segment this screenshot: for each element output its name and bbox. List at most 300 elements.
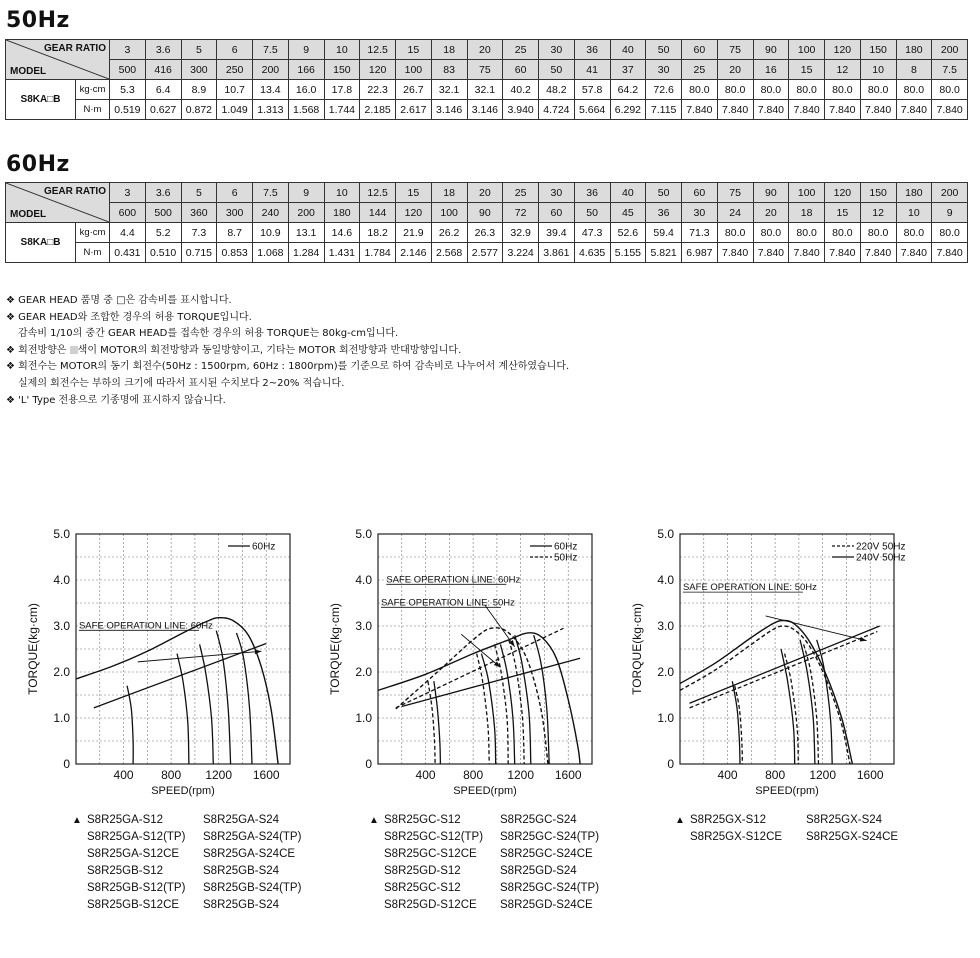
cell-rpm: 12 (825, 60, 861, 80)
cell-kgcm: 16.0 (288, 80, 324, 100)
cell-gear-ratio: 12.5 (360, 183, 396, 203)
cell-kgcm: 10.9 (253, 223, 289, 243)
cell-kgcm: 32.1 (431, 80, 467, 100)
note-bullet: ❖ (6, 394, 15, 406)
cell-kgcm: 13.4 (253, 80, 289, 100)
model-name-cell: S8KA□B (6, 223, 76, 263)
note-text: 색이 MOTOR의 회전방향과 동일방향이고, 기타는 MOTOR 회전방향과 반대방향입니다. (77, 344, 462, 356)
x-tick-label: 1600 (252, 768, 280, 782)
cell-nm: 7.840 (753, 100, 789, 120)
cell-gear-ratio: 60 (682, 183, 718, 203)
model-name: S8R25GD-S12 (384, 865, 461, 877)
model-name: S8R25GX-S24 (806, 814, 883, 826)
cell-rpm: 20 (717, 60, 753, 80)
cell-gear-ratio: 90 (753, 183, 789, 203)
cell-gear-ratio: 120 (825, 40, 861, 60)
cell-rpm: 20 (753, 203, 789, 223)
gear-ratio-label: GEAR RATIO (43, 186, 106, 197)
model-name: S8R25GX-S12 (690, 814, 767, 826)
cell-rpm: 50 (539, 60, 575, 80)
cell-rpm: 12 (860, 203, 896, 223)
cell-gear-ratio: 12.5 (360, 40, 396, 60)
cell-gear-ratio: 200 (932, 183, 968, 203)
kgcm-row (6, 223, 968, 243)
section-title-50hz: 50Hz (6, 8, 70, 33)
kgcm-row (6, 80, 968, 100)
x-tick-label: 800 (765, 768, 786, 782)
cell-rpm: 120 (396, 203, 432, 223)
cell-kgcm: 8.7 (217, 223, 253, 243)
model-name: S8R25GD-S24 (500, 865, 577, 877)
cell-gear-ratio: 9 (288, 40, 324, 60)
cell-gear-ratio: 10 (324, 40, 360, 60)
model-name: S8R25GX-S24CE (806, 831, 899, 843)
y-tick-label: 0 (365, 757, 372, 771)
cell-kgcm: 80.0 (860, 223, 896, 243)
x-axis-label: SPEED(rpm) (755, 785, 819, 797)
arrow-head (860, 637, 867, 642)
cell-kgcm: 14.6 (324, 223, 360, 243)
cell-nm: 3.224 (503, 243, 539, 263)
cell-gear-ratio: 60 (682, 40, 718, 60)
grid (680, 534, 894, 764)
annotation-label: SAFE OPERATION LINE: 60Hz (386, 574, 521, 586)
load-curve (177, 654, 189, 764)
legend-label: 240V 50Hz (856, 552, 906, 564)
cell-nm: 0.627 (145, 100, 181, 120)
x-tick-label: 800 (463, 768, 484, 782)
note-bullet: ❖ (6, 361, 15, 373)
model-name: S8R25GC-S24CE (500, 848, 593, 860)
note-text: 회전방향은 (18, 344, 67, 356)
triangle-marker-icon: ▲ (369, 815, 379, 826)
cell-rpm: 8 (896, 60, 932, 80)
cell-nm: 1.049 (217, 100, 253, 120)
cell-kgcm: 17.8 (324, 80, 360, 100)
cell-gear-ratio: 9 (288, 183, 324, 203)
cell-rpm: 15 (789, 60, 825, 80)
note-line: 실제의 회전수는 부하의 크기에 따라서 표시된 수치보다 2~20% 적습니다. (18, 377, 345, 389)
arrow-head (255, 649, 262, 654)
y-axis-label: TORQUE(kg·cm) (328, 603, 342, 695)
y-tick-label: 3.0 (657, 619, 674, 633)
model-name: S8R25GA-S24CE (203, 848, 296, 860)
cell-gear-ratio: 18 (431, 183, 467, 203)
cell-nm: 7.840 (825, 243, 861, 263)
cell-kgcm: 26.2 (431, 223, 467, 243)
cell-nm: 1.068 (253, 243, 289, 263)
cell-rpm: 300 (217, 203, 253, 223)
cell-gear-ratio: 36 (574, 40, 610, 60)
cell-gear-ratio: 20 (467, 183, 503, 203)
cell-kgcm: 80.0 (717, 80, 753, 100)
cell-gear-ratio: 200 (932, 40, 968, 60)
x-tick-label: 800 (161, 768, 182, 782)
cell-rpm: 240 (253, 203, 289, 223)
y-tick-label: 5.0 (355, 527, 372, 541)
cell-nm: 5.155 (610, 243, 646, 263)
cell-gear-ratio: 50 (646, 183, 682, 203)
cell-rpm: 416 (145, 60, 181, 80)
model-column (690, 812, 782, 846)
model-name: S8R25GD-S24CE (500, 899, 593, 911)
cell-kgcm: 80.0 (896, 80, 932, 100)
model-name: S8R25GB-S12CE (87, 899, 180, 911)
notes-block (6, 293, 569, 409)
cell-rpm: 100 (431, 203, 467, 223)
cell-rpm: 300 (181, 60, 217, 80)
unit-kgcm-cell: kg·cm (76, 80, 110, 100)
cell-rpm: 50 (574, 203, 610, 223)
cell-nm: 7.840 (932, 243, 968, 263)
y-tick-label: 4.0 (53, 573, 70, 587)
cell-gear-ratio: 15 (396, 183, 432, 203)
note-bullet: ❖ (6, 311, 15, 323)
note-line (6, 293, 569, 310)
cell-nm: 7.840 (789, 100, 825, 120)
cell-nm: 1.313 (253, 100, 289, 120)
nm-row (6, 100, 968, 120)
model-name: S8R25GA-S12CE (87, 848, 180, 860)
cell-gear-ratio: 30 (539, 183, 575, 203)
model-column (384, 812, 483, 914)
cell-gear-ratio: 50 (646, 40, 682, 60)
cell-kgcm: 80.0 (825, 80, 861, 100)
cell-kgcm: 22.3 (360, 80, 396, 100)
cell-kgcm: 48.2 (539, 80, 575, 100)
model-column (806, 812, 898, 846)
model-label: MODEL (10, 209, 47, 220)
cell-gear-ratio: 20 (467, 40, 503, 60)
note-text: 'L' Type 전용으로 기종명에 표시하지 않습니다. (18, 394, 226, 406)
cell-rpm: 60 (539, 203, 575, 223)
y-axis-label: TORQUE(kg·cm) (630, 603, 644, 695)
model-name: S8R25GD-S12CE (384, 899, 477, 911)
cell-gear-ratio: 120 (825, 183, 861, 203)
model-name: S8R25GX-S12CE (690, 831, 783, 843)
cell-nm: 2.146 (396, 243, 432, 263)
cell-nm: 0.431 (110, 243, 146, 263)
model-name: S8R25GC-S24(TP) (500, 831, 600, 843)
model-column (500, 812, 599, 914)
model-name: S8R25GA-S24(TP) (203, 831, 302, 843)
model-name: S8R25GB-S12(TP) (87, 882, 186, 894)
cell-rpm: 30 (646, 60, 682, 80)
cell-rpm: 60 (503, 60, 539, 80)
cell-gear-ratio: 5 (181, 40, 217, 60)
cell-gear-ratio: 7.5 (253, 40, 289, 60)
cell-gear-ratio: 25 (503, 183, 539, 203)
cell-rpm: 180 (324, 203, 360, 223)
cell-rpm: 15 (825, 203, 861, 223)
rpm-row (6, 60, 968, 80)
cell-nm: 2.577 (467, 243, 503, 263)
cell-nm: 0.715 (181, 243, 217, 263)
cell-nm: 0.853 (217, 243, 253, 263)
load-curve (127, 686, 133, 764)
x-tick-label: 1200 (507, 768, 535, 782)
cell-rpm: 360 (181, 203, 217, 223)
section-title-60hz: 60Hz (6, 152, 70, 177)
note-bullet: ❖ (6, 295, 15, 306)
cell-rpm: 18 (789, 203, 825, 223)
unit-kgcm-cell: kg·cm (76, 223, 110, 243)
model-name: S8R25GB-S12 (87, 865, 164, 877)
cell-nm: 6.292 (610, 100, 646, 120)
triangle-marker-icon: ▲ (675, 815, 685, 826)
cell-gear-ratio: 90 (753, 40, 789, 60)
note-text: GEAR HEAD와 조합한 경우의 허용 TORQUE입니다. (18, 311, 252, 323)
cell-rpm: 90 (467, 203, 503, 223)
cell-rpm: 120 (360, 60, 396, 80)
cell-nm: 5.664 (574, 100, 610, 120)
cell-nm: 1.568 (288, 100, 324, 120)
legend-label: 60Hz (252, 541, 276, 553)
cell-rpm: 16 (753, 60, 789, 80)
gear-ratio-row (6, 183, 968, 203)
arrow-head (509, 640, 515, 647)
legend-label: 60Hz (554, 541, 578, 553)
load-curve (477, 654, 490, 764)
x-tick-label: 1200 (809, 768, 837, 782)
annotation-label: SAFE OPERATION LINE: 50Hz (380, 597, 515, 609)
cell-kgcm: 40.2 (503, 80, 539, 100)
cell-kgcm: 80.0 (789, 223, 825, 243)
cell-rpm: 150 (324, 60, 360, 80)
series-line (680, 621, 852, 765)
x-tick-label: 1200 (205, 768, 233, 782)
rpm-row (6, 203, 968, 223)
cell-rpm: 100 (396, 60, 432, 80)
cell-rpm: 41 (574, 60, 610, 80)
cell-nm: 0.510 (145, 243, 181, 263)
model-name: S8R25GA-S12(TP) (87, 831, 186, 843)
note-text: 회전수는 MOTOR의 동기 회전수(50Hz : 1500rpm, 60Hz : 1800rpm)를 기준으로 하여 감속비로 나누어서 계산하였습니다. (18, 361, 570, 373)
note-line (6, 310, 569, 327)
cell-gear-ratio: 6 (217, 40, 253, 60)
cell-gear-ratio: 30 (539, 40, 575, 60)
note-line: 감속비 1/10의 중간 GEAR HEAD를 접속한 경우의 허용 TORQUE는 80kg-cm입니다. (18, 328, 399, 340)
cell-rpm: 72 (503, 203, 539, 223)
cell-gear-ratio: 36 (574, 183, 610, 203)
cell-gear-ratio: 25 (503, 40, 539, 60)
y-tick-label: 1.0 (657, 711, 674, 725)
cell-kgcm: 7.3 (181, 223, 217, 243)
load-curve (500, 644, 514, 764)
model-name: S8R25GB-S24(TP) (203, 882, 302, 894)
y-tick-label: 0 (667, 757, 674, 771)
x-tick-label: 400 (113, 768, 134, 782)
cell-kgcm: 5.2 (145, 223, 181, 243)
cell-nm: 7.840 (789, 243, 825, 263)
y-tick-label: 0 (63, 757, 70, 771)
annotation-arrow (766, 616, 867, 641)
x-axis-label: SPEED(rpm) (453, 785, 517, 797)
cell-nm: 1.784 (360, 243, 396, 263)
cell-nm: 7.840 (860, 243, 896, 263)
unit-nm-cell: N·m (76, 100, 110, 120)
cell-nm: 0.872 (181, 100, 217, 120)
cell-gear-ratio: 18 (431, 40, 467, 60)
model-name-cell: S8KA□B (6, 80, 76, 120)
model-label: MODEL (10, 66, 47, 77)
cell-rpm: 25 (682, 60, 718, 80)
cell-kgcm: 80.0 (753, 80, 789, 100)
unit-nm-cell: N·m (76, 243, 110, 263)
cell-rpm: 9 (932, 203, 968, 223)
cell-nm: 1.431 (324, 243, 360, 263)
cell-nm: 2.185 (360, 100, 396, 120)
model-name: S8R25GC-S24(TP) (500, 882, 600, 894)
cell-gear-ratio: 100 (789, 40, 825, 60)
cell-nm: 7.840 (896, 100, 932, 120)
cell-kgcm: 72.6 (646, 80, 682, 100)
cell-nm: 3.861 (539, 243, 575, 263)
cell-rpm: 75 (467, 60, 503, 80)
legend-label: 220V 50Hz (856, 541, 906, 553)
cell-kgcm: 71.3 (682, 223, 718, 243)
cell-rpm: 36 (646, 203, 682, 223)
gear-ratio-row (6, 40, 968, 60)
gear-ratio-label: GEAR RATIO (43, 43, 106, 54)
cell-kgcm: 80.0 (682, 80, 718, 100)
cell-kgcm: 10.7 (217, 80, 253, 100)
cell-kgcm: 57.8 (574, 80, 610, 100)
cell-gear-ratio: 6 (217, 183, 253, 203)
cell-nm: 7.115 (646, 100, 682, 120)
load-curve (200, 644, 214, 764)
model-name: S8R25GC-S12CE (384, 848, 477, 860)
safe-operation-line (690, 626, 880, 703)
model-column (87, 812, 185, 914)
y-tick-label: 5.0 (53, 527, 70, 541)
cell-rpm: 600 (110, 203, 146, 223)
note-bullet: ❖ (6, 344, 15, 356)
y-tick-label: 4.0 (657, 573, 674, 587)
torque-speed-chart-2 (330, 518, 600, 808)
x-axis-label: SPEED(rpm) (151, 785, 215, 797)
cell-rpm: 45 (610, 203, 646, 223)
cell-kgcm: 64.2 (610, 80, 646, 100)
cell-gear-ratio: 150 (860, 40, 896, 60)
cell-nm: 4.635 (574, 243, 610, 263)
cell-rpm: 250 (217, 60, 253, 80)
cell-kgcm: 52.6 (610, 223, 646, 243)
cell-kgcm: 5.3 (110, 80, 146, 100)
note-line (6, 393, 569, 410)
cell-gear-ratio: 40 (610, 183, 646, 203)
y-tick-label: 1.0 (53, 711, 70, 725)
note-text: GEAR HEAD 품명 중 □은 감속비를 표시합니다. (18, 295, 232, 306)
cell-rpm: 200 (253, 60, 289, 80)
cell-kgcm: 39.4 (539, 223, 575, 243)
cell-rpm: 37 (610, 60, 646, 80)
cell-kgcm: 18.2 (360, 223, 396, 243)
cell-kgcm: 80.0 (753, 223, 789, 243)
cell-kgcm: 13.1 (288, 223, 324, 243)
cell-nm: 6.987 (682, 243, 718, 263)
model-name: S8R25GC-S24 (500, 814, 577, 826)
cell-kgcm: 32.9 (503, 223, 539, 243)
cell-nm: 7.840 (753, 243, 789, 263)
x-tick-label: 1600 (554, 768, 582, 782)
cell-kgcm: 47.3 (574, 223, 610, 243)
cell-gear-ratio: 150 (860, 183, 896, 203)
cell-nm: 7.840 (825, 100, 861, 120)
annotation-arrow (461, 634, 500, 667)
x-tick-label: 400 (415, 768, 436, 782)
x-tick-label: 400 (717, 768, 738, 782)
cell-gear-ratio: 15 (396, 40, 432, 60)
cell-rpm: 30 (682, 203, 718, 223)
cell-rpm: 144 (360, 203, 396, 223)
gray-swatch (70, 346, 78, 354)
cell-kgcm: 80.0 (932, 80, 968, 100)
y-tick-label: 4.0 (355, 573, 372, 587)
cell-kgcm: 80.0 (860, 80, 896, 100)
cell-kgcm: 80.0 (896, 223, 932, 243)
model-name: S8R25GA-S24 (203, 814, 280, 826)
torque-speed-chart-3 (630, 518, 906, 808)
header-corner-cell (6, 40, 110, 80)
cell-nm: 7.840 (932, 100, 968, 120)
y-tick-label: 2.0 (53, 665, 70, 679)
cell-kgcm: 80.0 (932, 223, 968, 243)
cell-kgcm: 26.3 (467, 223, 503, 243)
safe-operation-line (690, 632, 878, 708)
model-name: S8R25GC-S12 (384, 814, 461, 826)
cell-rpm: 83 (431, 60, 467, 80)
cell-gear-ratio: 75 (717, 40, 753, 60)
cell-gear-ratio: 3.6 (145, 183, 181, 203)
annotation-label: SAFE OPERATION LINE: 50Hz (682, 582, 817, 594)
cell-kgcm: 32.1 (467, 80, 503, 100)
cell-kgcm: 21.9 (396, 223, 432, 243)
cell-nm: 7.840 (717, 243, 753, 263)
cell-gear-ratio: 180 (896, 183, 932, 203)
note-line (6, 359, 569, 376)
cell-nm: 2.617 (396, 100, 432, 120)
cell-nm: 7.840 (717, 100, 753, 120)
cell-nm: 2.568 (431, 243, 467, 263)
cell-gear-ratio: 100 (789, 183, 825, 203)
gear-table-60hz (5, 182, 968, 263)
cell-rpm: 10 (896, 203, 932, 223)
cell-rpm: 200 (288, 203, 324, 223)
series-line (396, 628, 548, 764)
note-line (6, 343, 569, 360)
model-name: S8R25GC-S12(TP) (384, 831, 484, 843)
cell-rpm: 166 (288, 60, 324, 80)
cell-nm: 3.146 (467, 100, 503, 120)
cell-nm: 7.840 (860, 100, 896, 120)
cell-kgcm: 80.0 (717, 223, 753, 243)
cell-gear-ratio: 7.5 (253, 183, 289, 203)
grid (76, 534, 290, 764)
y-tick-label: 3.0 (53, 619, 70, 633)
load-curve (434, 681, 441, 764)
legend-label: 50Hz (554, 552, 578, 564)
cell-nm: 7.840 (682, 100, 718, 120)
y-tick-label: 1.0 (355, 711, 372, 725)
cell-kgcm: 26.7 (396, 80, 432, 100)
model-column (203, 812, 301, 914)
y-axis-label: TORQUE(kg·cm) (26, 603, 40, 695)
y-tick-label: 3.0 (355, 619, 372, 633)
cell-nm: 7.840 (896, 243, 932, 263)
model-name: S8R25GB-S24 (203, 899, 280, 911)
cell-gear-ratio: 75 (717, 183, 753, 203)
